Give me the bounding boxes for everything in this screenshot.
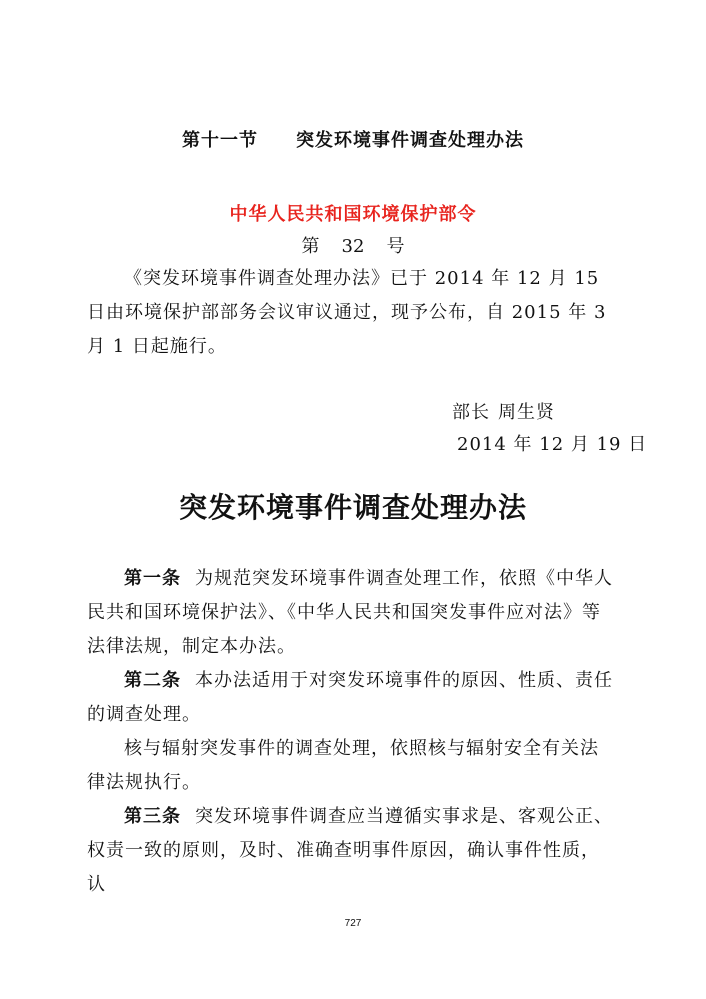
article-2 <box>87 664 617 732</box>
section-number: 第十一节 <box>182 130 258 151</box>
article-2-text: 本办法适用于对突发环境事件的原因、性质、责任的调查处理。 <box>87 670 613 725</box>
document-title: 突发环境事件调查处理办法 <box>178 491 527 524</box>
section-title: 突发环境事件调查处理办法 <box>296 130 524 151</box>
article-1-text: 为规范突发环境事件调查处理工作，依照《中华人民共和国环境保护法》、《中华人民共和国突发事件应对法》等法律法规，制定本办法。 <box>87 568 613 657</box>
order-number-line <box>0 232 706 258</box>
signature-date: 2014 年 12 月 19 日 <box>457 434 648 455</box>
order-number: 32 <box>341 236 365 257</box>
order-number-prefix: 第 <box>301 236 320 257</box>
article-2-label: 第二条 <box>124 670 181 691</box>
section-heading <box>0 126 706 152</box>
article-1 <box>87 562 617 664</box>
order-body: 《突发环境事件调查处理办法》已于 2014 年 12 月 15 日由环境保护部部务会议审议通过，现予公布，自 2015 年 3 月 1 日起施行。 <box>87 268 607 357</box>
article-1-label: 第一条 <box>124 568 181 589</box>
page-number: 727 <box>344 918 362 929</box>
signer <box>452 398 555 424</box>
article-3 <box>87 800 617 902</box>
order-issuer: 中华人民共和国环境保护部令 <box>229 204 477 225</box>
article-3-text: 突发环境事件调查应当遵循实事求是、客观公正、权责一致的原则，及时、准确查明事件原因，确认事件性质，认 <box>87 806 613 895</box>
signer-name: 周生贤 <box>498 402 555 423</box>
order-number-suffix: 号 <box>386 236 405 257</box>
article-2-extra: 核与辐射突发事件的调查处理，依照核与辐射安全有关法律法规执行。 <box>87 738 599 793</box>
article-3-label: 第三条 <box>124 806 181 827</box>
signer-title: 部长 <box>452 402 490 423</box>
